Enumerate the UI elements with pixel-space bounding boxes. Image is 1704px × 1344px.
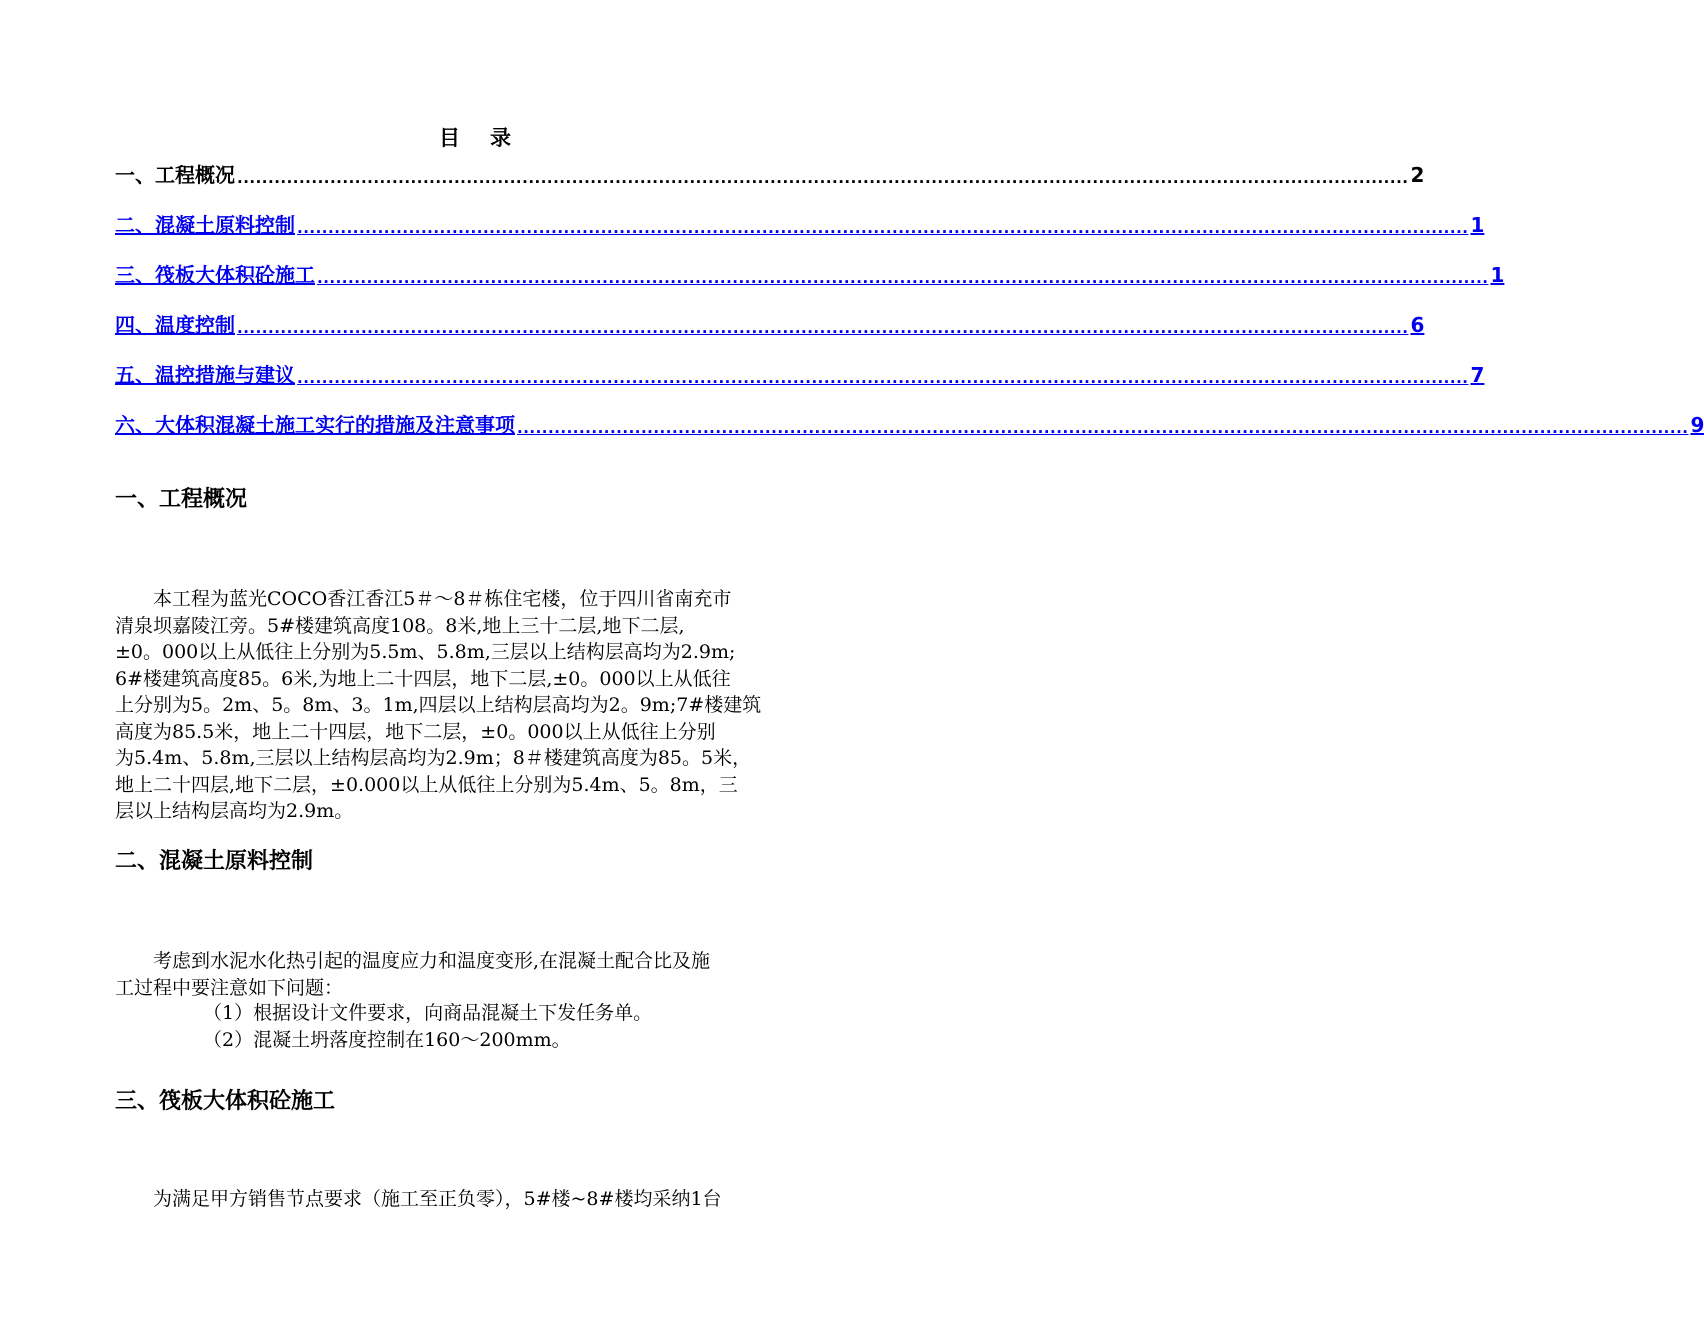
- paragraph-line: 工过程中要注意如下问题：: [115, 976, 344, 999]
- toc-entry-label: 五、温控措施与建议: [115, 363, 295, 387]
- toc-page-number: 7: [1470, 363, 1485, 387]
- list-item: （2）混凝土坍落度控制在160～200mm。: [203, 1028, 571, 1051]
- paragraph-line: 上分别为5。2m、5。8m、3。1m,四层以上结构层高均为2。9m;7#楼建筑: [115, 694, 762, 716]
- toc-page-number: 1: [1470, 213, 1485, 237]
- paragraph-line: 为满足甲方销售节点要求（施工至正负零），5#楼~8#楼均采纳1台: [115, 1188, 722, 1210]
- paragraph-line: 6#楼建筑高度85。6米,为地上二十四层，地下二层,±0。000以上从低往: [115, 667, 731, 690]
- paragraph-line: 本工程为蓝光COCO香江香江5＃～8＃栋住宅楼，位于四川省南充市: [115, 588, 732, 610]
- toc-entry-label: 三、筏板大体积砼施工: [115, 263, 315, 287]
- toc-dot-leader: .............................................................................................................................................................................................: [297, 219, 1469, 237]
- toc-dot-leader: .............................................................................................................................................................................................: [517, 419, 1689, 437]
- toc-entry-label: 一、工程概况: [115, 163, 235, 187]
- toc-entry-6[interactable]: [115, 408, 1704, 438]
- section-heading-2: 二、混凝土原料控制: [115, 849, 314, 874]
- toc-entry-4[interactable]: [115, 308, 1425, 338]
- list-item: （1）根据设计文件要求，向商品混凝土下发任务单。: [203, 1002, 653, 1024]
- paragraph-line: 层以上结构层高均为2.9m。: [115, 800, 354, 822]
- paragraph-line: 为5.4m、5.8m,三层以上结构层高均为2.9m；8＃楼建筑高度为85。5米，: [115, 747, 752, 769]
- paragraph-line: ±0。000以上从低往上分别为5.5m、5.8m,三层以上结构层高均为2.9m;: [115, 641, 736, 663]
- toc-entry-1[interactable]: [115, 158, 1425, 188]
- section-2-paragraph: [115, 948, 840, 1001]
- toc-entry-label: 二、混凝土原料控制: [115, 213, 295, 237]
- toc-entry-2[interactable]: [115, 208, 1485, 238]
- toc-entry-label: 六、大体积混凝土施工实行的措施及注意事项: [115, 413, 515, 437]
- section-1-paragraph: [115, 586, 840, 825]
- section-heading-1: 一、工程概况: [115, 487, 248, 512]
- toc-entry-label: 四、温度控制: [115, 313, 235, 337]
- paragraph-line: 考虑到水泥水化热引起的温度应力和温度变形,在混凝土配合比及施: [115, 950, 711, 972]
- toc-title: [0, 122, 950, 152]
- toc-title-char-1: 目: [439, 126, 460, 150]
- paragraph-line: 清泉坝嘉陵江旁。5#楼建筑高度108。8米,地上三十二层,地下二层,: [115, 614, 685, 637]
- toc-page-number: 6: [1410, 313, 1425, 337]
- paragraph-line: 高度为85.5米，地上二十四层，地下二层，±0。000以上从低往上分别: [115, 720, 716, 743]
- toc-dot-leader: .............................................................................................................................................................................................: [297, 369, 1469, 387]
- toc-dot-leader: .............................................................................................................................................................................................: [237, 169, 1409, 187]
- paragraph-line: 地上二十四层,地下二层，±0.000以上从低往上分别为5.4m、5。8m，三: [115, 773, 738, 796]
- toc-page-number: 9: [1690, 413, 1704, 437]
- toc-dot-leader: .............................................................................................................................................................................................: [237, 319, 1409, 337]
- toc-entry-3[interactable]: [115, 258, 1505, 288]
- section-heading-3: 三、筏板大体积砼施工: [115, 1089, 336, 1114]
- toc-entry-5[interactable]: [115, 358, 1485, 388]
- toc-dot-leader: .............................................................................................................................................................................................: [317, 269, 1489, 287]
- toc-page-number: 1: [1490, 263, 1505, 287]
- toc-title-char-2: 录: [490, 126, 511, 150]
- section-2-list: [115, 1000, 840, 1053]
- section-3-paragraph: [115, 1186, 840, 1213]
- toc-page-number: 2: [1410, 163, 1425, 187]
